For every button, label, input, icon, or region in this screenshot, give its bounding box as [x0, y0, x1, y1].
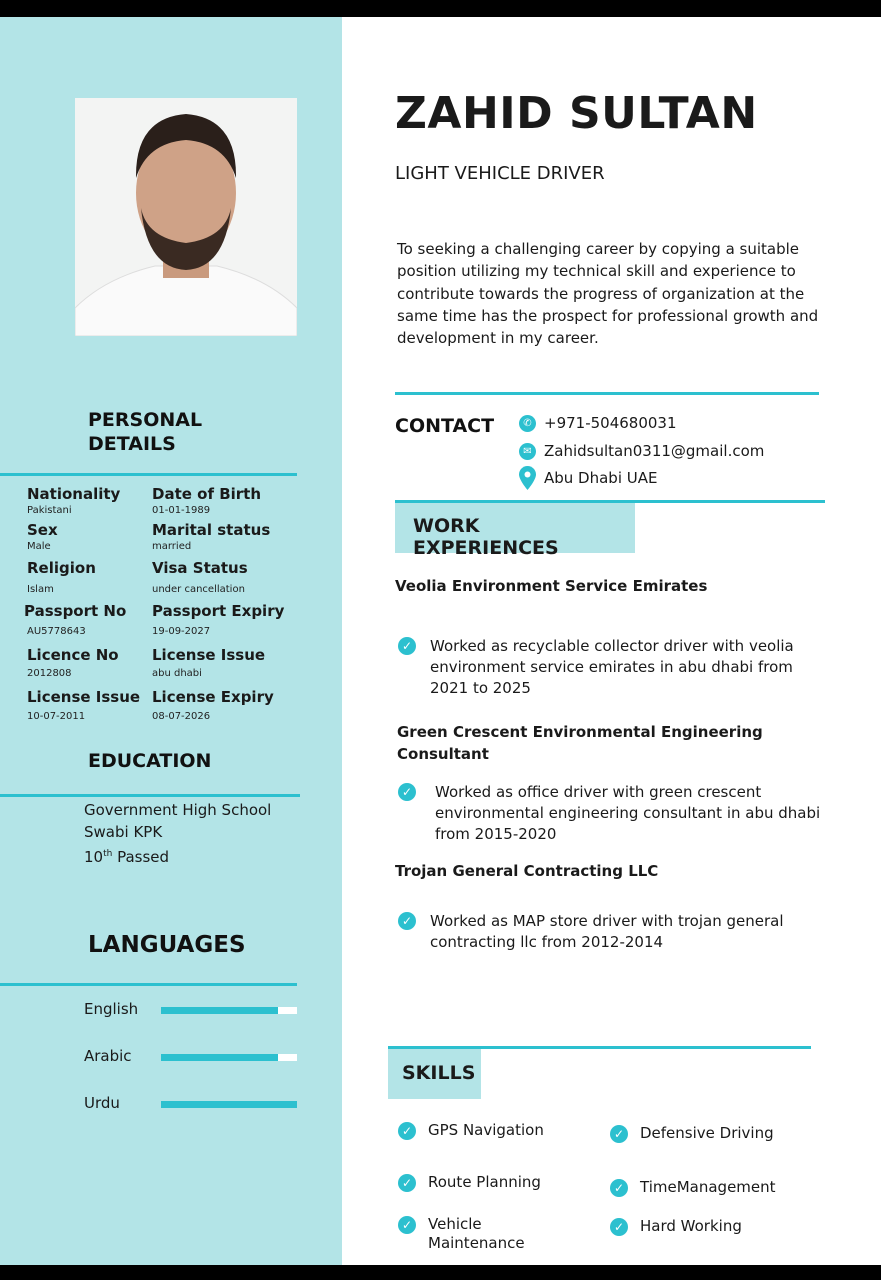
skill-item: ✓ Hard Working — [610, 1217, 742, 1236]
detail-label: Licence No — [27, 646, 119, 664]
detail-value: Islam — [27, 584, 54, 595]
location-pin-icon — [519, 466, 536, 490]
top-bar — [0, 0, 881, 17]
skill-item: ✓ Vehicle Maintenance — [398, 1215, 538, 1253]
contact-location: Abu Dhabi UAE — [519, 466, 657, 490]
email-icon: ✉ — [519, 443, 536, 460]
job-description: ✓ Worked as office driver with green crescent environmental engineering consultant in abu dhabi from 2015-2020 — [398, 782, 823, 845]
school-location: Swabi KPK — [84, 823, 163, 841]
language-level-bar — [161, 1054, 297, 1061]
detail-label: Passport No — [24, 602, 127, 620]
check-icon: ✓ — [398, 1216, 416, 1234]
job-description: ✓ Worked as recyclable collector driver with veolia environment service emirates in abu dhabi from 2021 to 2025 — [398, 636, 818, 699]
detail-value: 01-01-1989 — [152, 505, 211, 516]
language-name: Urdu — [84, 1094, 120, 1112]
detail-value: 2012808 — [27, 668, 72, 679]
job-title: LIGHT VEHICLE DRIVER — [395, 163, 605, 184]
check-icon: ✓ — [610, 1218, 628, 1236]
school: Government High School — [84, 801, 272, 819]
detail-label: Marital status — [152, 521, 271, 539]
detail-value: Pakistani — [27, 505, 72, 516]
detail-label: Passport Expiry — [152, 602, 285, 620]
candidate-name: ZAHID SULTAN — [395, 88, 758, 139]
education-details — [84, 799, 271, 868]
detail-value: under cancellation — [152, 584, 245, 595]
detail-label: License Expiry — [152, 688, 274, 706]
detail-label: Visa Status — [152, 559, 248, 577]
skill-item: ✓ Defensive Driving — [610, 1124, 774, 1143]
divider — [0, 473, 297, 476]
phone-icon: ✆ — [519, 415, 536, 432]
detail-value: 19-09-2027 — [152, 626, 211, 637]
skill-item: ✓ GPS Navigation — [398, 1121, 544, 1140]
contact-heading: CONTACT — [395, 415, 495, 437]
language-name: English — [84, 1000, 139, 1018]
check-icon: ✓ — [398, 1174, 416, 1192]
detail-value: 10-07-2011 — [27, 711, 86, 722]
divider — [0, 794, 300, 797]
check-icon: ✓ — [398, 912, 416, 930]
skills-heading: SKILLS — [388, 1049, 481, 1099]
bottom-bar — [0, 1265, 881, 1280]
detail-value: 08-07-2026 — [152, 711, 211, 722]
detail-label: Sex — [27, 521, 58, 539]
contact-email[interactable]: ✉ Zahidsultan0311@gmail.com — [519, 442, 764, 460]
profile-photo — [75, 98, 297, 336]
language-level-bar — [161, 1007, 297, 1014]
contact-phone: ✆ +971-504680031 — [519, 414, 677, 432]
check-icon: ✓ — [610, 1125, 628, 1143]
company-name: Veolia Environment Service Emirates — [395, 577, 708, 595]
detail-value: married — [152, 541, 192, 552]
work-experience-heading: WORK EXPERIENCES — [395, 503, 635, 553]
company-name: Green Crescent Environmental Engineering Consultant — [397, 723, 763, 763]
languages-heading: LANGUAGES — [88, 932, 246, 958]
detail-value: Male — [27, 541, 51, 552]
detail-label: License Issue — [27, 688, 141, 706]
detail-value: abu dhabi — [152, 668, 202, 679]
skill-item: ✓ Route Planning — [398, 1173, 541, 1192]
divider — [395, 392, 819, 395]
detail-label: License Issue — [152, 646, 266, 664]
language-name: Arabic — [84, 1047, 132, 1065]
check-icon: ✓ — [398, 637, 416, 655]
personal-details-heading: PERSONAL DETAILS — [88, 409, 203, 455]
grade: 10th Passed — [84, 848, 170, 866]
detail-label: Religion — [27, 559, 96, 577]
divider — [0, 983, 297, 986]
job-description: ✓ Worked as MAP store driver with trojan general contracting llc from 2012-2014 — [398, 911, 798, 953]
check-icon: ✓ — [610, 1179, 628, 1197]
check-icon: ✓ — [398, 1122, 416, 1140]
detail-value: AU5778643 — [27, 626, 86, 637]
detail-label: Date of Birth — [152, 485, 262, 503]
check-icon: ✓ — [398, 783, 416, 801]
company-name: Trojan General Contracting LLC — [395, 862, 659, 880]
objective: To seeking a challenging career by copying a suitable position utilizing my technical skill and experience to contribute towards the progress of organization at the same time has the prospect for professional growth and development in my career. — [397, 240, 819, 348]
language-level-bar — [161, 1101, 297, 1108]
detail-label: Nationality — [27, 485, 121, 503]
skill-item: ✓ TimeManagement — [610, 1178, 776, 1197]
education-heading: EDUCATION — [88, 750, 212, 772]
